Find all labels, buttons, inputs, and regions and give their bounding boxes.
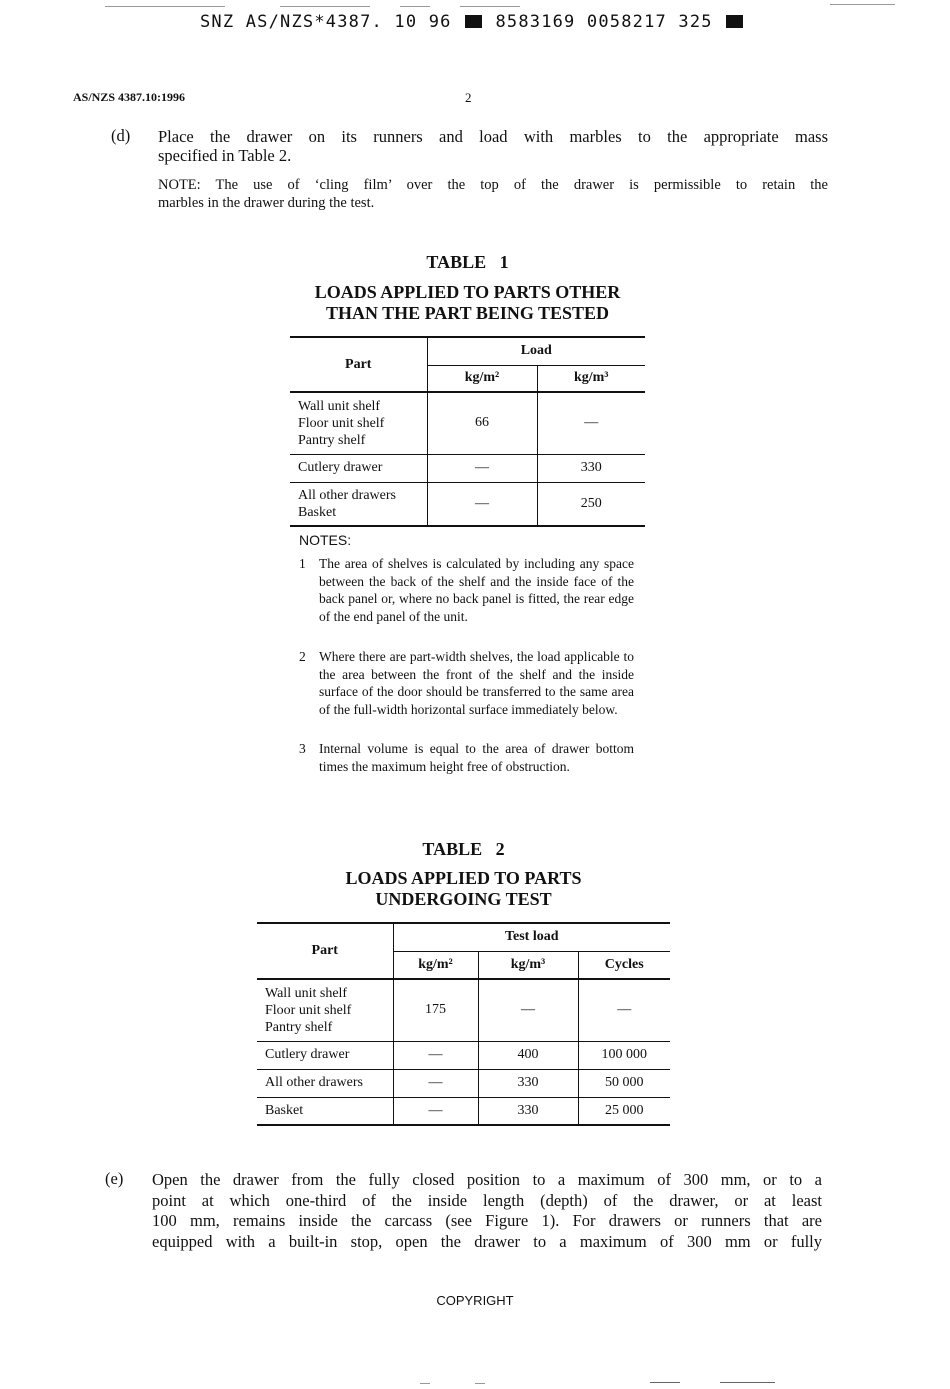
document-code-header [200,12,745,32]
scan-artefact [475,1383,485,1384]
table-2-volume-cell: — [478,979,578,1041]
table-2-volume-cell: 330 [478,1097,578,1125]
table-1-note-1 [299,555,634,643]
scan-artefact [105,6,225,7]
table-1-volume-cell: — [537,392,645,454]
scan-artefact [720,1382,775,1383]
item-d-label: (d) [111,126,131,145]
table-1-area-cell: — [427,482,537,526]
copyright-footer: COPYRIGHT [436,1293,514,1308]
table-2-part-cell: Wall unit shelf Floor unit shelf Pantry shelf [257,979,393,1041]
scan-artefact [460,6,520,7]
table-2-cycles-cell: 50 000 [578,1069,670,1097]
table-1-volume-cell: 330 [537,454,645,482]
table-2-cycles-cell: — [578,979,670,1041]
note-text: Internal volume is equal to the area of drawer bottom times the maximum height free of obstruction. [319,741,634,774]
table-2-part-cell: Cutlery drawer [257,1041,393,1069]
table-2-area-cell: — [393,1069,478,1097]
table-2-title-line-1: LOADS APPLIED TO PARTS [345,868,582,888]
table-2-number: TABLE 2 [422,839,505,859]
item-d-note-line-1: NOTE: The use of ‘cling film’ over the top of the drawer is permissible to retain the [158,177,828,193]
table-2-area-cell: — [393,1041,478,1069]
item-e-text-line-4: equipped with a built-in stop, open the drawer to a maximum of 300 mm or fully [152,1232,822,1251]
table-1-number: TABLE 1 [426,252,509,272]
document-code: SNZ AS/NZS*4387. 10 96 [200,12,452,32]
table-row [290,392,645,454]
item-d-text-line-1: Place the drawer on its runners and load with marbles to the appropriate mass [158,127,828,146]
note-number: 2 [299,649,306,664]
table-1-title-line-2: THAN THE PART BEING TESTED [325,303,610,323]
table-1-part-cell: Cutlery drawer [290,454,427,482]
scan-artefact [830,4,895,5]
table-1 [290,336,645,527]
table-row [257,979,670,1041]
table-1-header-kg-m3: kg/m³ [537,365,645,392]
table-2-header-test-load: Test load [393,923,670,951]
scan-artefact [280,6,370,7]
scan-artefact [650,1382,680,1383]
table-1-part-cell: Wall unit shelf Floor unit shelf Pantry shelf [290,392,427,454]
table-1-header-load: Load [427,337,645,365]
item-e-text-line-3: 100 mm, remains inside the carcass (see Figure 1). For drawers or runners that are [152,1211,822,1230]
table-2-part-cell: All other drawers [257,1069,393,1097]
item-e-label: (e) [105,1169,124,1188]
note-number: 3 [299,741,306,756]
table-2-part-cell: Basket [257,1097,393,1125]
table-row [257,1041,670,1069]
table-row [290,482,645,526]
table-2-cycles-cell: 25 000 [578,1097,670,1125]
table-2-cycles-cell: 100 000 [578,1041,670,1069]
table-1-part-cell: All other drawers Basket [290,482,427,526]
table-2-area-cell: 175 [393,979,478,1041]
item-e-text-line-2: point at which one-third of the inside length (depth) of the drawer, or at least [152,1191,822,1210]
page-number: 2 [465,90,472,105]
table-1-area-cell: — [427,454,537,482]
item-d-text-line-2: specified in Table 2. [158,146,292,165]
table-1-header-part: Part [290,337,427,392]
table-1-header-kg-m2: kg/m² [427,365,537,392]
note-number: 1 [299,556,306,571]
table-row [290,454,645,482]
table-2-header-kg-m2: kg/m² [393,951,478,979]
table-2-header-kg-m3: kg/m³ [478,951,578,979]
note-text: The area of shelves is calculated by including any space between the back of the shelf and the inside face of the back panel or, where no back panel is fitted, the rear edge of the end panel of the unit. [319,556,634,624]
table-2-area-cell: — [393,1097,478,1125]
item-d-note-line-2: marbles in the drawer during the test. [158,195,375,211]
table-1-note-2 [299,648,634,736]
table-1-title-line-1: LOADS APPLIED TO PARTS OTHER [314,282,621,302]
table-2-volume-cell: 400 [478,1041,578,1069]
table-1-volume-cell: 250 [537,482,645,526]
table-2-header-part: Part [257,923,393,979]
table-2-volume-cell: 330 [478,1069,578,1097]
table-1-area-cell: 66 [427,392,537,454]
note-text: Where there are part-width shelves, the load applicable to the area between the front of the shelf and the inside surface of the door should be transferred to the same area of the full-width horizontal surface immediately below. [319,649,634,717]
table-2-header-cycles: Cycles [578,951,670,979]
table-row [257,1097,670,1125]
block-mark-icon [465,15,482,28]
table-2 [257,922,670,1126]
table-1-notes-title: NOTES: [299,532,352,548]
table-row [257,1069,670,1097]
block-mark-icon [726,15,743,28]
item-e-text-line-1: Open the drawer from the fully closed position to a maximum of 300 mm, or to a [152,1170,822,1189]
standard-id: AS/NZS 4387.10:1996 [73,90,186,104]
barcode-number: 8583169 0058217 325 [495,12,713,32]
table-2-title-line-2: UNDERGOING TEST [375,889,552,909]
scan-artefact [420,1383,430,1384]
scan-artefact [400,6,430,7]
table-1-note-3 [299,740,634,795]
